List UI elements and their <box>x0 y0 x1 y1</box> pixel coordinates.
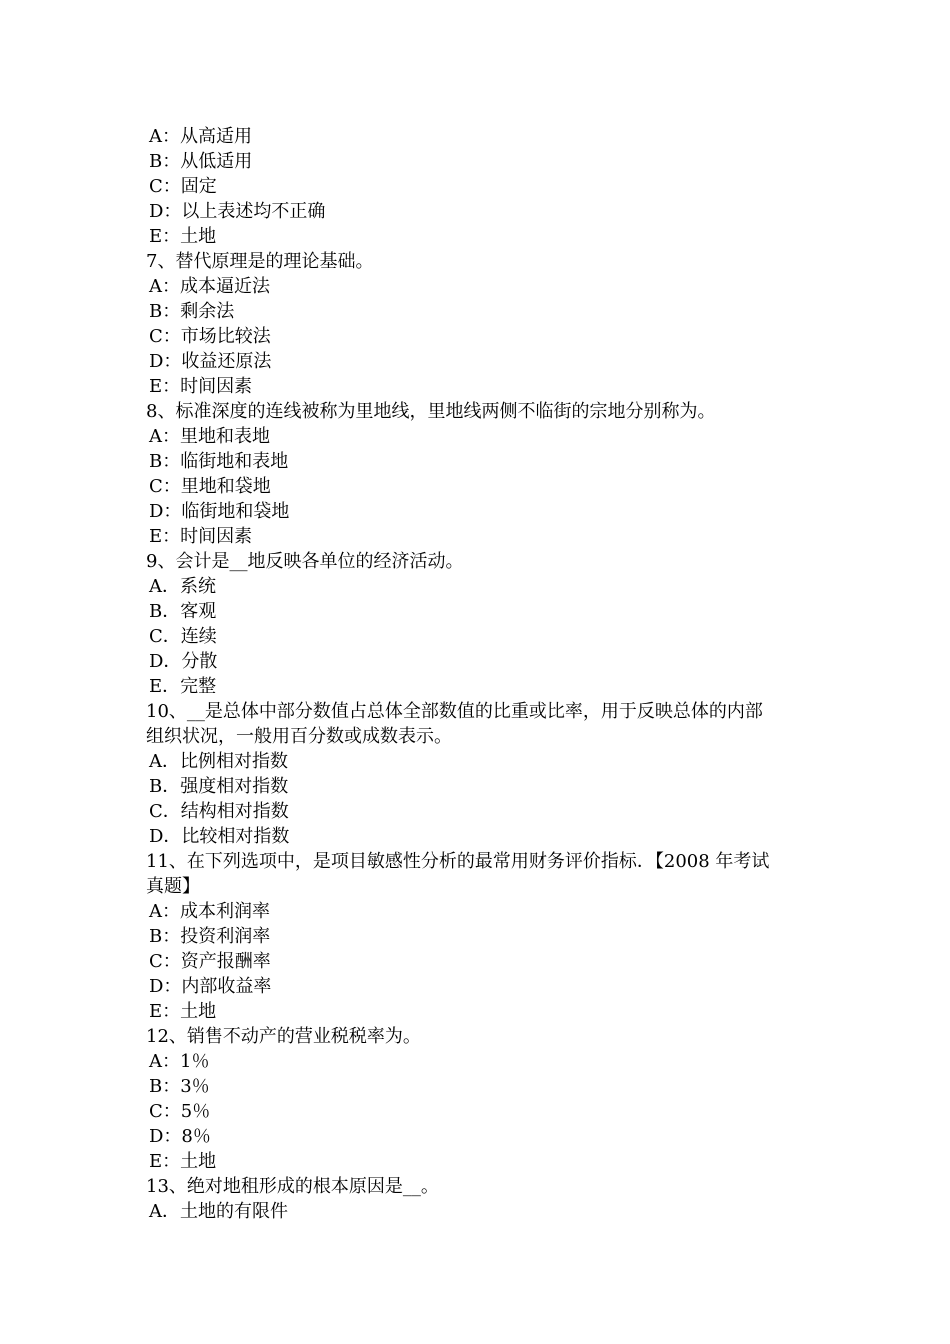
answer-option: A：成本利润率 <box>149 901 270 922</box>
question-text: 组织状况，一般用百分数或成数表示。 <box>146 726 452 747</box>
answer-option: E：时间因素 <box>149 376 253 397</box>
answer-option: D：内部收益率 <box>149 976 272 997</box>
answer-option: C．连续 <box>149 626 217 647</box>
question-text: 12、销售不动产的营业税税率为。 <box>146 1026 421 1047</box>
answer-option: C：固定 <box>149 176 217 197</box>
answer-option: D．比较相对指数 <box>149 826 290 847</box>
answer-option: C：5％ <box>149 1101 211 1122</box>
answer-option: A．比例相对指数 <box>149 751 288 772</box>
answer-option: D：临街地和袋地 <box>149 501 290 522</box>
answer-option: C：资产报酬率 <box>149 951 271 972</box>
answer-option: B．强度相对指数 <box>149 776 289 797</box>
answer-option: D：以上表述均不正确 <box>149 201 326 222</box>
answer-option: B：投资利润率 <box>149 926 271 947</box>
answer-option: E：时间因素 <box>149 526 253 547</box>
question-text: 11、在下列选项中，是项目敏感性分析的最常用财务评价指标．【2008 年考试 <box>146 851 770 872</box>
answer-option: E：土地 <box>149 226 217 247</box>
answer-option: E：土地 <box>149 1001 217 1022</box>
answer-option: C：市场比较法 <box>149 326 271 347</box>
answer-option: A：里地和表地 <box>149 426 270 447</box>
question-text: 9、会计是__地反映各单位的经济活动。 <box>146 551 464 572</box>
answer-option: B：从低适用 <box>149 151 253 172</box>
answer-option: A：从高适用 <box>149 126 252 147</box>
answer-option: E．完整 <box>149 676 217 697</box>
answer-option: B．客观 <box>149 601 217 622</box>
answer-option: D：8％ <box>149 1126 211 1147</box>
question-text: 10、__是总体中部分数值占总体全部数值的比重或比率，用于反映总体的内部 <box>146 701 763 722</box>
answer-option: B：临街地和表地 <box>149 451 289 472</box>
answer-option: A．系统 <box>149 576 216 597</box>
answer-option: D．分散 <box>149 651 218 672</box>
answer-option: A：成本逼近法 <box>149 276 270 297</box>
answer-option: C：里地和袋地 <box>149 476 271 497</box>
question-text: 8、标准深度的连线被称为里地线，里地线两侧不临街的宗地分别称为。 <box>146 401 716 422</box>
answer-option: A：1％ <box>149 1051 210 1072</box>
answer-option: A．土地的有限件 <box>149 1201 288 1222</box>
question-text: 7、替代原理是的理论基础。 <box>146 251 374 272</box>
answer-option: C．结构相对指数 <box>149 801 289 822</box>
question-text: 真题】 <box>146 876 200 897</box>
document-body <box>146 124 814 1224</box>
answer-option: B：3％ <box>149 1076 210 1097</box>
question-text: 13、绝对地租形成的根本原因是__。 <box>146 1176 439 1197</box>
answer-option: B：剩余法 <box>149 301 235 322</box>
answer-option: E：土地 <box>149 1151 217 1172</box>
answer-option: D：收益还原法 <box>149 351 272 372</box>
